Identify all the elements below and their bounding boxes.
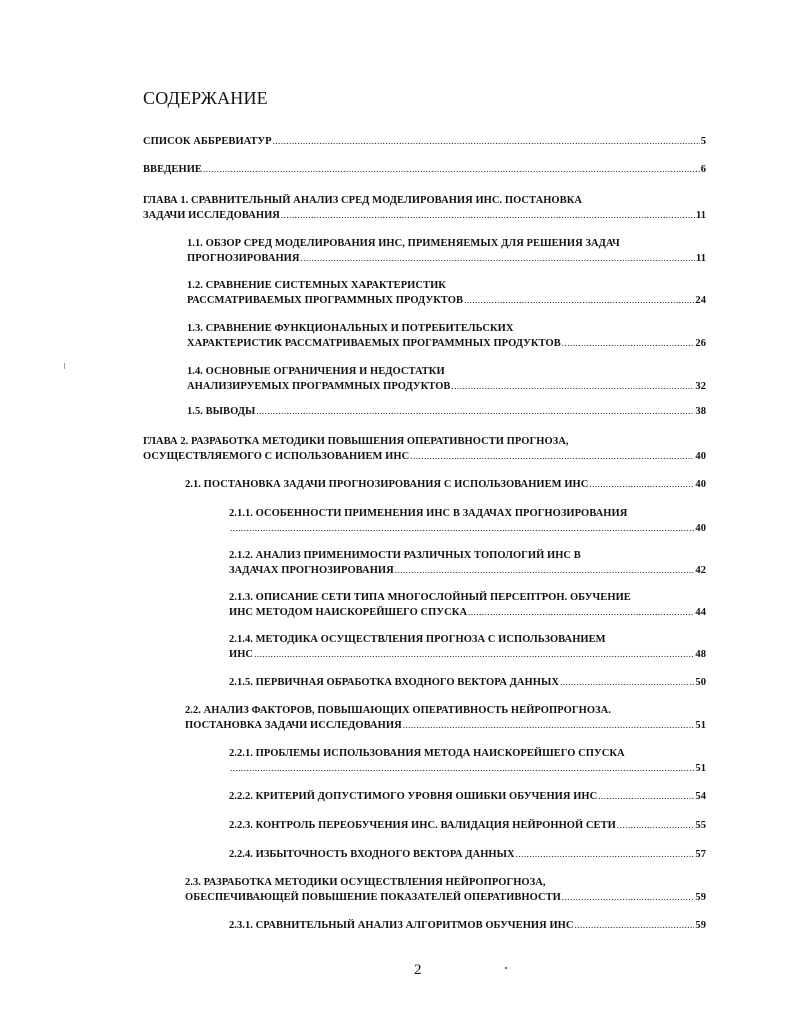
toc-page-number: 6 (700, 164, 706, 175)
toc-entry[interactable] (229, 548, 706, 578)
leader-dots (617, 818, 695, 833)
leader-dots (301, 251, 695, 266)
toc-entry-text: ИНС (229, 649, 254, 660)
page-number: 2 (414, 962, 422, 978)
toc-page-number: 42 (695, 565, 706, 576)
leader-dots (575, 918, 695, 933)
leader-dots (464, 293, 694, 308)
toc-entry-first-line: 1.4. ОСНОВНЫЕ ОГРАНИЧЕНИЯ И НЕДОСТАТКИ (187, 366, 445, 377)
leader-dots (560, 675, 694, 690)
toc-page-number: 59 (695, 892, 706, 903)
toc-entry-first-line: 1.2. СРАВНЕНИЕ СИСТЕМНЫХ ХАРАКТЕРИСТИК (187, 280, 446, 291)
toc-page-number: 40 (695, 451, 706, 462)
toc-entry-text: ПРОГНОЗИРОВАНИЯ (187, 253, 300, 264)
scan-speck (505, 967, 507, 969)
toc-entry-first-line: 2.1.3. ОПИСАНИЕ СЕТИ ТИПА МНОГОСЛОЙНЫЙ ПЕРСЕПТРОН. ОБУЧЕНИЕ (229, 592, 631, 603)
toc-page-number: 26 (695, 338, 706, 349)
toc-page-number: 40 (695, 523, 706, 534)
toc-entry[interactable] (185, 477, 706, 492)
toc-page-number: 48 (695, 649, 706, 660)
leader-dots (589, 477, 694, 492)
toc-entry-text: ХАРАКТЕРИСТИК РАССМАТРИВАЕМЫХ ПРОГРАММНЫХ ПРОДУКТОВ (187, 338, 561, 349)
toc-entry[interactable] (229, 789, 706, 804)
toc-entry[interactable] (229, 847, 706, 862)
toc-entry[interactable] (187, 364, 706, 394)
toc-entry[interactable] (229, 590, 706, 620)
toc-entry[interactable] (229, 746, 706, 776)
leader-dots (562, 890, 695, 905)
leader-dots (562, 336, 695, 351)
toc-entry-first-line: 2.1.2. АНАЛИЗ ПРИМЕНИМОСТИ РАЗЛИЧНЫХ ТОПОЛОГИЙ ИНС В (229, 550, 581, 561)
leader-dots (230, 521, 694, 536)
toc-entry-text: 1.5. ВЫВОДЫ (187, 406, 256, 417)
toc-entry-first-line: 2.2. АНАЛИЗ ФАКТОРОВ, ПОВЫШАЮЩИХ ОПЕРАТИВНОСТЬ НЕЙРОПРОГНОЗА. (185, 705, 611, 716)
toc-page-number: 38 (695, 406, 706, 417)
toc-entry[interactable] (143, 193, 706, 223)
toc-entry-text: РАССМАТРИВАЕМЫХ ПРОГРАММНЫХ ПРОДУКТОВ (187, 295, 464, 306)
toc-entry[interactable] (143, 162, 706, 177)
toc-entry[interactable] (187, 236, 706, 266)
toc-entry[interactable] (143, 434, 706, 464)
toc-entry-first-line: 2.1.4. МЕТОДИКА ОСУЩЕСТВЛЕНИЯ ПРОГНОЗА С ИСПОЛЬЗОВАНИЕМ (229, 634, 606, 645)
toc-entry-text: ОСУЩЕСТВЛЯЕМОГО С ИСПОЛЬЗОВАНИЕМ ИНС (143, 451, 410, 462)
leader-dots (230, 761, 694, 776)
toc-page-number: 44 (695, 607, 706, 618)
scan-speck (64, 363, 65, 369)
toc-entry-text: 2.1. ПОСТАНОВКА ЗАДАЧИ ПРОГНОЗИРОВАНИЯ С ИСПОЛЬЗОВАНИЕМ ИНС (185, 479, 589, 490)
toc-page-number: 32 (695, 381, 706, 392)
leader-dots (273, 134, 700, 149)
toc-entry-first-line: 1.3. СРАВНЕНИЕ ФУНКЦИОНАЛЬНЫХ И ПОТРЕБИТЕЛЬСКИХ (187, 323, 514, 334)
toc-entry[interactable] (143, 134, 706, 149)
toc-entry[interactable] (229, 918, 706, 933)
toc-page-number: 55 (695, 820, 706, 831)
toc-page-number: 59 (695, 920, 706, 931)
leader-dots (256, 404, 694, 419)
toc-entry-first-line: 2.2.1. ПРОБЛЕМЫ ИСПОЛЬЗОВАНИЯ МЕТОДА НАИСКОРЕЙШЕГО СПУСКА (229, 748, 625, 759)
toc-entry[interactable] (229, 818, 706, 833)
toc-entry[interactable] (187, 278, 706, 308)
page-title: СОДЕРЖАНИЕ (143, 88, 268, 108)
leader-dots (451, 379, 694, 394)
toc-entry-text: ИНС МЕТОДОМ НАИСКОРЕЙШЕГО СПУСКА (229, 607, 468, 618)
toc-page-number: 51 (695, 720, 706, 731)
leader-dots (403, 718, 695, 733)
toc-entry[interactable] (187, 404, 706, 419)
leader-dots (203, 162, 700, 177)
toc-entry[interactable] (229, 675, 706, 690)
toc-page-number: 40 (695, 479, 706, 490)
leader-dots (516, 847, 695, 862)
toc-entry-text: 2.3.1. СРАВНИТЕЛЬНЫЙ АНАЛИЗ АЛГОРИТМОВ ОБУЧЕНИЯ ИНС (229, 920, 574, 931)
toc-entry-text: 2.2.2. КРИТЕРИЙ ДОПУСТИМОГО УРОВНЯ ОШИБКИ ОБУЧЕНИЯ ИНС (229, 791, 598, 802)
toc-entry[interactable] (229, 506, 706, 536)
leader-dots (598, 789, 694, 804)
leader-dots (468, 605, 694, 620)
toc-page-number: 57 (695, 849, 706, 860)
leader-dots (254, 647, 694, 662)
toc-page-number: 24 (695, 295, 706, 306)
toc-entry-first-line: 1.1. ОБЗОР СРЕД МОДЕЛИРОВАНИЯ ИНС, ПРИМЕНЯЕМЫХ ДЛЯ РЕШЕНИЯ ЗАДАЧ (187, 238, 620, 249)
leader-dots (281, 208, 695, 223)
toc-page-number: 11 (695, 210, 706, 221)
toc-entry-text: СПИСОК АББРЕВИАТУР (143, 136, 272, 147)
toc-entry[interactable] (229, 632, 706, 662)
toc-entry-text: ЗАДАЧАХ ПРОГНОЗИРОВАНИЯ (229, 565, 394, 576)
toc-entry[interactable] (185, 703, 706, 733)
toc-entry-first-line: 2.1.1. ОСОБЕННОСТИ ПРИМЕНЕНИЯ ИНС В ЗАДАЧАХ ПРОГНОЗИРОВАНИЯ (229, 508, 628, 519)
toc-entry-text: ПОСТАНОВКА ЗАДАЧИ ИССЛЕДОВАНИЯ (185, 720, 402, 731)
toc-page-number: 51 (695, 763, 706, 774)
toc-entry-text: ЗАДАЧИ ИССЛЕДОВАНИЯ (143, 210, 280, 221)
toc-entry-text: 2.1.5. ПЕРВИЧНАЯ ОБРАБОТКА ВХОДНОГО ВЕКТОРА ДАННЫХ (229, 677, 559, 688)
toc-entry-text: ВВЕДЕНИЕ (143, 164, 202, 175)
leader-dots (395, 563, 695, 578)
toc-entry-text: АНАЛИЗИРУЕМЫХ ПРОГРАММНЫХ ПРОДУКТОВ (187, 381, 451, 392)
toc-page-number: 11 (695, 253, 706, 264)
toc-entry-text: 2.2.4. ИЗБЫТОЧНОСТЬ ВХОДНОГО ВЕКТОРА ДАННЫХ (229, 849, 515, 860)
toc-page-number: 54 (695, 791, 706, 802)
toc-entry-text: ОБЕСПЕЧИВАЮЩЕЙ ПОВЫШЕНИЕ ПОКАЗАТЕЛЕЙ ОПЕРАТИВНОСТИ (185, 892, 561, 903)
toc-entry[interactable] (187, 321, 706, 351)
toc-entry-text: 2.2.3. КОНТРОЛЬ ПЕРЕОБУЧЕНИЯ ИНС. ВАЛИДАЦИЯ НЕЙРОННОЙ СЕТИ (229, 820, 616, 831)
toc-entry[interactable] (185, 875, 706, 905)
toc-page-number: 50 (695, 677, 706, 688)
toc-page-number: 5 (700, 136, 706, 147)
toc-entry-first-line: 2.3. РАЗРАБОТКА МЕТОДИКИ ОСУЩЕСТВЛЕНИЯ НЕЙРОПРОГНОЗА, (185, 877, 546, 888)
toc-entry-first-line: ГЛАВА 1. СРАВНИТЕЛЬНЫЙ АНАЛИЗ СРЕД МОДЕЛИРОВАНИЯ ИНС. ПОСТАНОВКА (143, 195, 583, 206)
leader-dots (410, 449, 694, 464)
toc-entry-first-line: ГЛАВА 2. РАЗРАБОТКА МЕТОДИКИ ПОВЫШЕНИЯ ОПЕРАТИВНОСТИ ПРОГНОЗА, (143, 436, 569, 447)
